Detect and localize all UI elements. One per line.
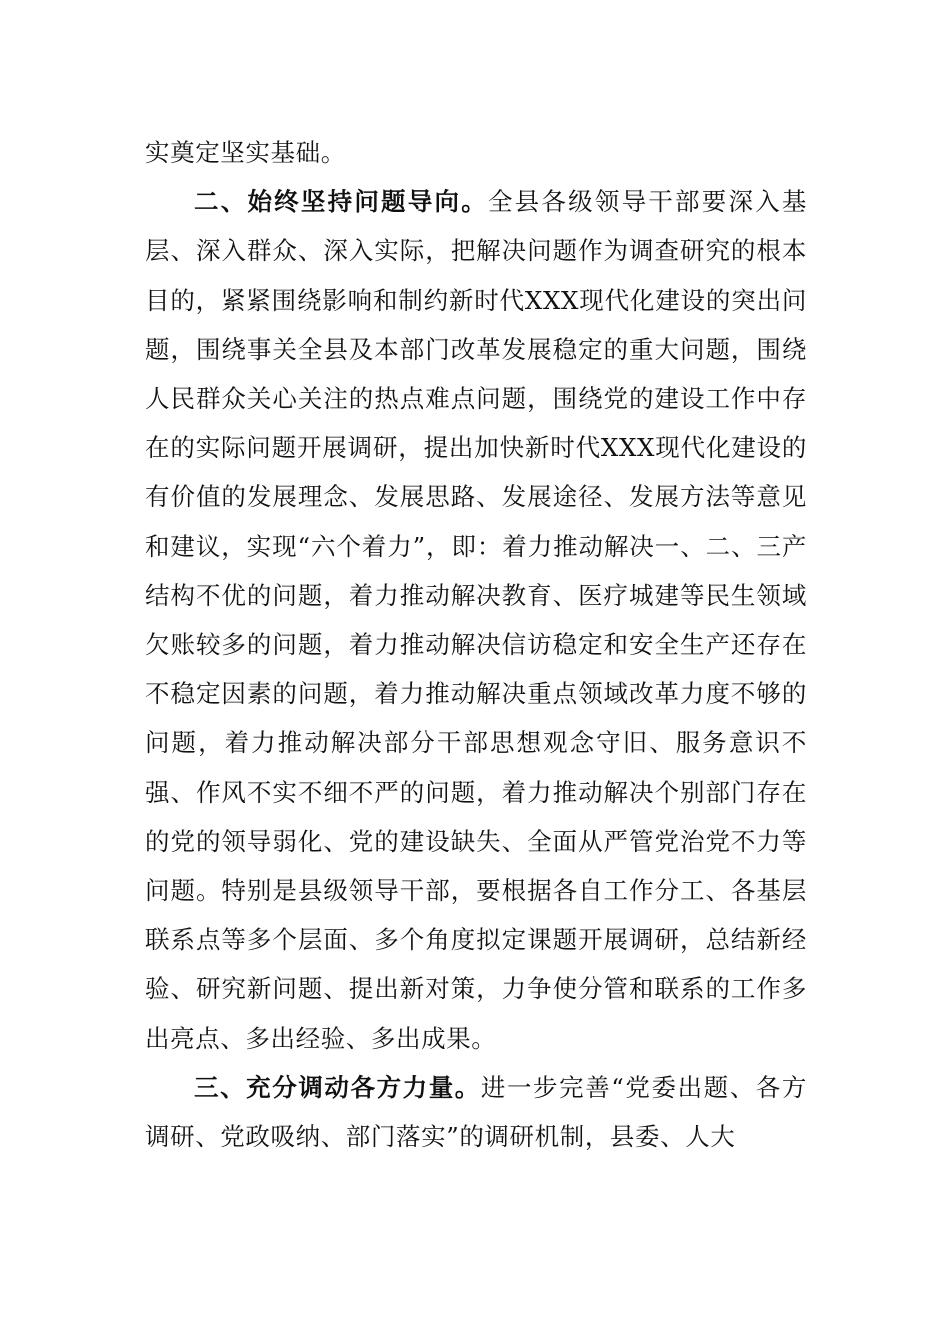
paragraph-section-3 [145, 1063, 807, 1161]
paragraph-text: 全县各级领导干部要深入基层、深入群众、深入实际，把解决问题作为调查研究的根本目的，紧紧围绕影响和制约新时代XXX现代化建设的突出问题，围绕事关全县及本部门改革发展稳定的重大问题，围绕人民群众关心关注的热点难点问题，围绕党的建设工作中存在的实际问题开展调研，提出加快新时代XXX现代化建设的有价值的发展理念、发展思路、发展途径、发展方法等意见和建议，实现“六个着力”，即：着力推动解决一、二、三产结构不优的问题，着力推动解决教育、医疗城建等民生领域欠账较多的问题，着力推动解决信访稳定和安全生产还存在不稳定因素的问题，着力推动解决重点领域改革力度不够的问题，着力推动解决部分干部思想观念守旧、服务意识不强、作风不实不细不严的问题，着力推动解决个别部门存在的党的领导弱化、党的建设缺失、全面从严管党治党不力等问题。特别是县级领导干部，要根据各自工作分工、各基层联系点等多个层面、多个角度拟定课题开展调研，总结新经验、研究新问题、提出新对策，力争使分管和联系的工作多出亮点、多出经验、多出成果。 [145, 187, 807, 1053]
section-heading: 三、充分调动各方力量。 [194, 1072, 481, 1102]
paragraph-continuation [145, 128, 807, 177]
paragraph-text: 进一步完善“党委出题、各方调研、党政吸纳、部门落实”的调研机制，县委、人大 [145, 1072, 807, 1152]
paragraph-text: 实奠定坚实基础。 [145, 138, 346, 167]
paragraph-section-2 [145, 177, 807, 1063]
section-heading: 二、始终坚持问题导向。 [194, 187, 488, 217]
document-page [145, 128, 807, 1161]
